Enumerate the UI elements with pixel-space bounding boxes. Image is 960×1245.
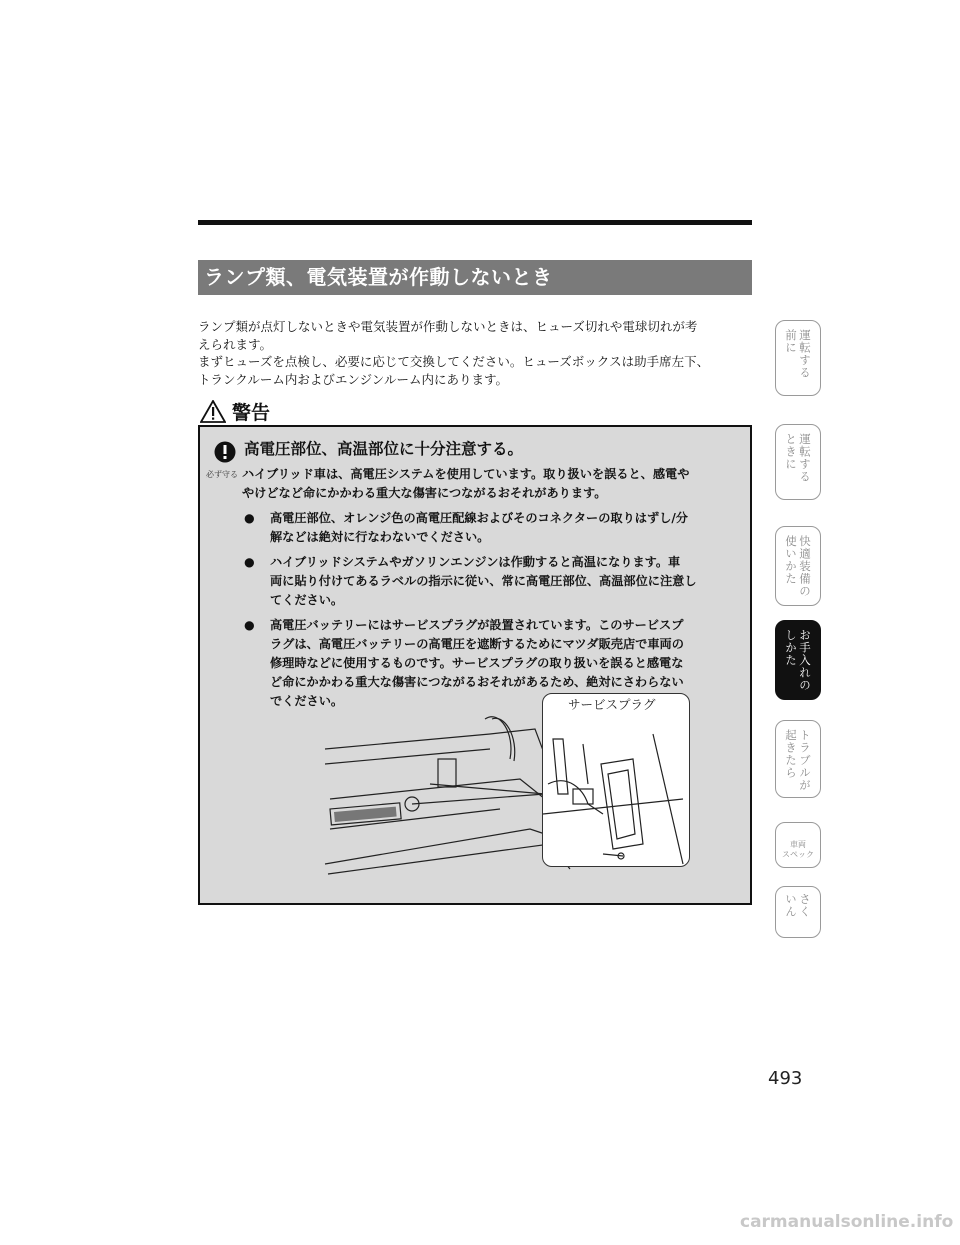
service-plug-illustration xyxy=(543,694,689,866)
bullet-line: てください。 xyxy=(270,593,344,607)
intro-line: ランプ類が点灯しないときや電気装置が作動しないときは、ヒューズ切れや電球切れが考 xyxy=(198,319,698,334)
bullet-dot: ● xyxy=(244,511,255,525)
bullet-line: 両に貼り付けてあるラベルの指示に従い、常に高電圧部位、高温部位に注意し xyxy=(270,574,697,588)
bullet-line: 高電圧部位、オレンジ色の高電圧配線およびそのコネクターの取りはずし/分 xyxy=(270,511,688,525)
tab-label: さく xyxy=(798,893,812,918)
tab-label: しかた xyxy=(784,629,798,667)
warning-lead-line: やけどなど命にかかわる重大な傷害につながるおそれがあります。 xyxy=(242,486,607,500)
bullet-line: でください。 xyxy=(270,694,344,708)
tab-maintenance[interactable] xyxy=(775,620,821,700)
bullet-line: 解などは絶対に行なわないでください。 xyxy=(270,530,490,544)
tab-label: ときに xyxy=(784,433,798,471)
bullet-line: 高電圧バッテリーにはサービスプラグが設置されています。このサービスプ xyxy=(270,618,684,632)
top-rule xyxy=(198,220,752,225)
warning-box xyxy=(198,425,752,905)
bullet-line: ど命にかかわる重大な傷害につながるおそれがあるため、絶対にさわらない xyxy=(270,675,684,689)
warning-title: 高電圧部位、高温部位に十分注意する。 xyxy=(244,440,524,458)
section-title: ランプ類、電気装置が作動しないとき xyxy=(198,260,752,295)
service-plug-label: サービスプラグ xyxy=(568,697,656,712)
tab-while-driving[interactable] xyxy=(775,424,821,500)
tab-label: いん xyxy=(784,893,798,918)
tab-label: 運転する xyxy=(798,329,812,379)
tab-label: 快適装備の xyxy=(798,535,812,598)
must-follow-label: 必ず守る xyxy=(206,470,238,479)
warning-lead xyxy=(242,465,742,503)
tab-troubleshooting[interactable] xyxy=(775,720,821,798)
tab-label: トラブルが xyxy=(798,729,812,792)
warning-lead-line: ハイブリッド車は、高電圧システムを使用しています。取り扱いを誤ると、感電や xyxy=(242,467,690,481)
warning-bullet xyxy=(242,509,747,547)
tab-label: スペック xyxy=(782,850,814,859)
warning-triangle-icon xyxy=(200,400,226,423)
warning-heading-label: 警告 xyxy=(232,402,271,424)
warning-bullet xyxy=(242,553,747,610)
tab-label: 前に xyxy=(784,329,798,354)
tab-label: 起きたら xyxy=(784,729,798,779)
service-plug-callout xyxy=(542,693,690,867)
bullet-dot: ● xyxy=(244,555,255,569)
bullet-line: ハイブリッドシステムやガソリンエンジンは作動すると高温になります。車 xyxy=(270,555,681,569)
bullet-line: 修理時などに使用するものです。サービスプラグの取り扱いを誤ると感電な xyxy=(270,656,684,670)
tab-comfort-features[interactable] xyxy=(775,526,821,606)
tab-specifications[interactable] xyxy=(775,822,821,868)
intro-text xyxy=(198,318,758,388)
tab-label: 使いかた xyxy=(784,535,798,585)
bullet-dot: ● xyxy=(244,618,255,632)
tab-label: 車両 xyxy=(790,840,806,849)
watermark: carmanualsonline.info xyxy=(740,1212,954,1232)
page-number: 493 xyxy=(768,1068,803,1089)
tab-before-driving[interactable] xyxy=(775,320,821,396)
tab-label: 運転する xyxy=(798,433,812,483)
intro-line: まずヒューズを点検し、必要に応じて交換してください。ヒューズボックスは助手席左下、 xyxy=(198,354,710,369)
warning-heading xyxy=(200,398,270,425)
warning-bullet-list xyxy=(242,509,747,717)
tab-label: お手入れの xyxy=(798,629,812,692)
exclamation-icon xyxy=(214,441,236,463)
bullet-line: ラグは、高電圧バッテリーの高電圧を遮断するためにマツダ販売店で車両の xyxy=(270,637,684,651)
intro-line: えられます。 xyxy=(198,336,273,352)
tab-index[interactable] xyxy=(775,886,821,938)
intro-line: トランクルーム内およびエンジンルーム内にあります。 xyxy=(198,371,508,387)
